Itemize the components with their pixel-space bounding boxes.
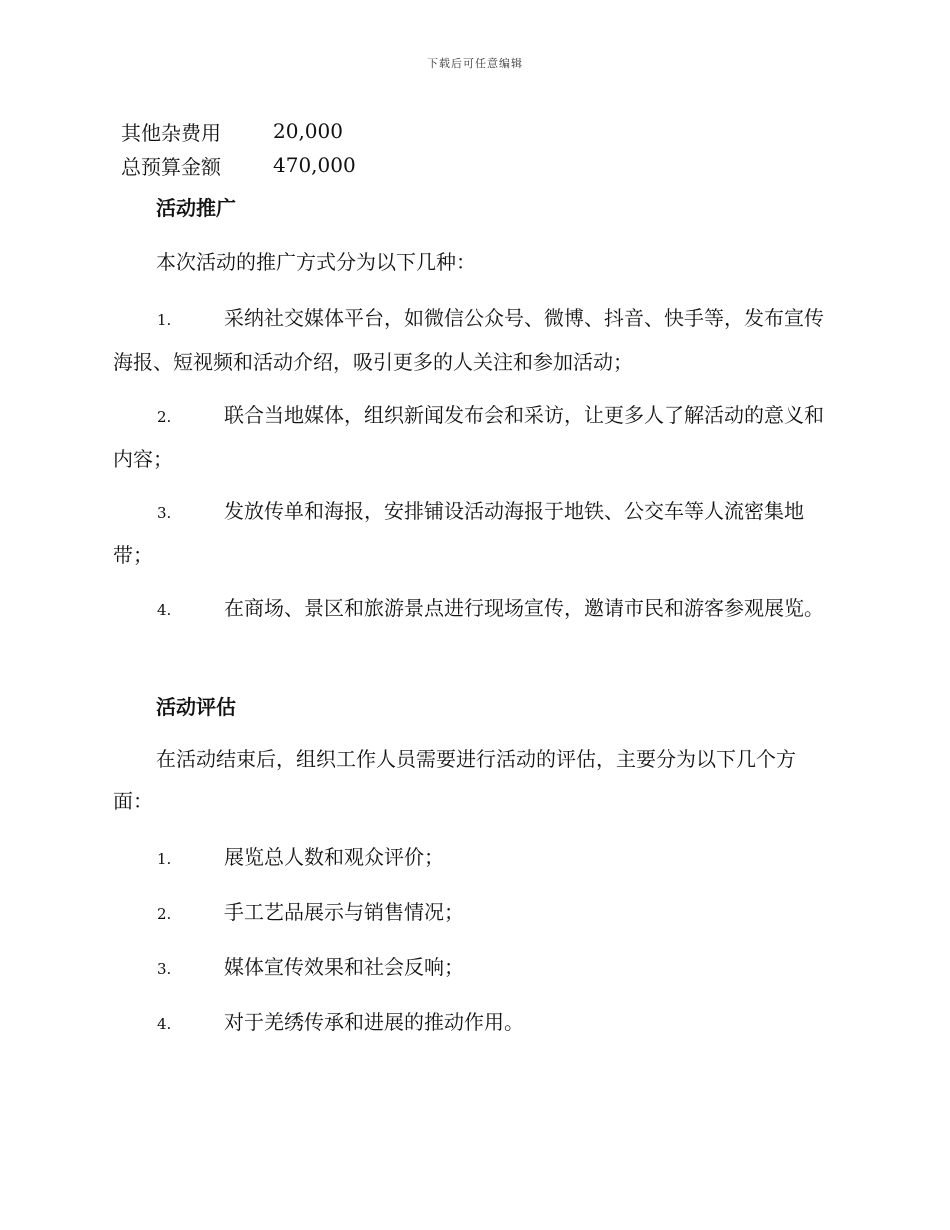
evaluation-item (113, 891, 835, 935)
item-text: 手工艺品展示与销售情况； (224, 900, 464, 924)
promotion-intro-text: 本次活动的推广方式分为以下几种： (156, 250, 476, 274)
budget-amount: 20,000 (273, 119, 343, 143)
evaluation-intro (113, 738, 835, 822)
item-text: 发放传单和海报，安排铺设活动海报于地铁、公交车等人流密集地带； (113, 499, 804, 567)
evaluation-heading: 活动评估 (156, 695, 236, 719)
promotion-item (113, 587, 835, 631)
item-number: 4. (157, 1015, 172, 1033)
promotion-item (113, 490, 835, 576)
item-number: 1. (157, 311, 172, 329)
promotion-item (113, 297, 835, 383)
item-text: 展览总人数和观众评价； (224, 845, 444, 869)
item-text: 采纳社交媒体平台，如微信公众号、微博、抖音、快手等，发布宣传海报、短视频和活动介绍，吸引更多的人关注和参加活动； (113, 306, 824, 374)
item-number: 3. (157, 960, 172, 978)
evaluation-intro-text: 在活动结束后，组织工作人员需要进行活动的评估，主要分为以下几个方面： (113, 747, 796, 813)
item-number: 1. (157, 850, 172, 868)
budget-row (121, 148, 356, 182)
item-text: 在商场、景区和旅游景点进行现场宣传，邀请市民和游客参观展览。 (224, 596, 824, 620)
promotion-item (113, 394, 835, 480)
header-note: 下载后可任意编辑 (427, 57, 523, 70)
promotion-intro (113, 241, 835, 283)
item-number: 2. (157, 408, 172, 426)
evaluation-item (113, 946, 835, 990)
promotion-heading: 活动推广 (156, 196, 236, 220)
evaluation-item (113, 836, 835, 880)
budget-row (121, 114, 356, 148)
item-text: 媒体宣传效果和社会反响； (224, 955, 464, 979)
budget-table (121, 114, 356, 182)
budget-label: 总预算金额 (121, 154, 221, 179)
item-text: 对于羌绣传承和进展的推动作用。 (224, 1010, 524, 1034)
evaluation-item (113, 1001, 835, 1045)
item-number: 2. (157, 905, 172, 923)
item-number: 3. (157, 504, 172, 522)
budget-amount: 470,000 (273, 153, 356, 177)
budget-label: 其他杂费用 (121, 120, 221, 145)
item-number: 4. (157, 601, 172, 619)
item-text: 联合当地媒体，组织新闻发布会和采访，让更多人了解活动的意义和内容； (113, 403, 824, 471)
